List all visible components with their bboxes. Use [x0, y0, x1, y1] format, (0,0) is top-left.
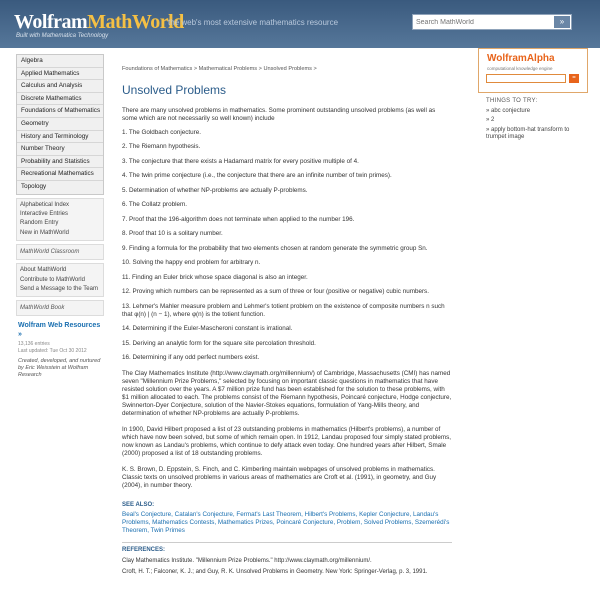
page-title: Unsolved Problems	[122, 82, 227, 97]
right-sidebar	[478, 48, 588, 142]
wolframalpha-box	[478, 48, 588, 93]
webpages-paragraph: K. S. Brown, D. Eppstein, S. Finch, and C. Kimberling maintain webpages of unsolved problems in mathematics. Classic texts on unsolved problems in various areas of mathematics are Croft et al. (1991), in geometry, and Guy (2004), in number theory.	[122, 466, 437, 490]
alphabetical-index-link[interactable]: Alphabetical Index	[20, 201, 70, 208]
try-item[interactable]: » abc conjecture	[486, 107, 531, 114]
references-heading: REFERENCES:	[122, 546, 166, 553]
entry-count: 13,136 entries	[18, 341, 50, 348]
list-item: 16. Determining if any odd perfect numbers exist.	[122, 354, 260, 362]
wolframalpha-go-button[interactable]: =	[569, 74, 579, 83]
logo-wolfram: Wolfram	[14, 11, 88, 33]
try-item[interactable]: » apply bottom-hat transform to trumpet image	[486, 126, 570, 140]
see-also-links[interactable]: Beal's Conjecture, Catalan's Conjecture, Fermat's Last Theorem, Hilbert's Problems, Kepler Conjecture, Landau's Problems, Mathematics Contests, Mathematics Prizes, Poincaré Conjecture, Problem, Solved Problems, Szemerédi's Theorem, Twin Primes	[122, 510, 450, 534]
nav-item-algebra[interactable]: Algebra	[17, 55, 103, 68]
book-block	[16, 300, 104, 316]
resources-block	[16, 321, 104, 379]
wolframalpha-subtitle: computational knowledge engine	[487, 66, 553, 71]
nav-item-number-theory[interactable]: Number Theory	[17, 143, 103, 156]
nav-item-probability-and-statistics[interactable]: Probability and Statistics	[17, 156, 103, 169]
divider	[122, 542, 452, 543]
list-item: 4. The twin prime conjecture (i.e., the conjecture that there are an infinite number of twin primes).	[122, 172, 392, 180]
nav-item-applied-mathematics[interactable]: Applied Mathematics	[17, 68, 103, 81]
list-item: 7. Proof that the 196-algorithm does not terminate when applied to the number 196.	[122, 215, 355, 223]
list-item: 9. Finding a formula for the probability that two elements chosen at random generate the symmetric group Sn.	[122, 244, 428, 252]
list-item: 2. The Riemann hypothesis.	[122, 143, 201, 151]
about-links	[16, 263, 104, 297]
hilbert-paragraph: In 1900, David Hilbert proposed a list of 23 outstanding problems in mathematics (Hilbert's problems), a number of which have now been solved, but some of which remain open. In 1912, Landau proposed four simply stated problems, now known as Landau's problems, which continue to defy attack even today. One hundred years after Hilbert, Smale (2000) proposed a list of 18 outstanding problems.	[122, 426, 452, 458]
classroom-link[interactable]: MathWorld Classroom	[20, 249, 80, 256]
list-item: 1. The Goldbach conjecture.	[122, 128, 201, 136]
send-message-link[interactable]: Send a Message to the Team	[20, 285, 98, 292]
logo-subtitle: Built with Mathematica Technology	[16, 33, 109, 39]
site-tagline: the web's most extensive mathematics resource	[168, 18, 339, 27]
nav-item-geometry[interactable]: Geometry	[17, 118, 103, 131]
classroom-block	[16, 244, 104, 260]
things-to-try-heading: THINGS TO TRY:	[486, 98, 538, 104]
intro-paragraph: There are many unsolved problems in mathematics. Some prominent outstanding unsolved problems (as well as some which are not necessarily so well known) include	[122, 106, 436, 122]
nav-item-recreational-mathematics[interactable]: Recreational Mathematics	[17, 168, 103, 181]
contribute-link[interactable]: Contribute to MathWorld	[20, 276, 85, 283]
left-sidebar	[16, 54, 104, 379]
see-also-heading: SEE ALSO:	[122, 502, 155, 509]
reference-item: Croft, H. T.; Falconer, K. J.; and Guy, R. K. Unsolved Problems in Geometry. New York: Springer-Verlag, p. 3, 1991.	[122, 569, 428, 576]
nav-item-calculus-and-analysis[interactable]: Calculus and Analysis	[17, 80, 103, 93]
search-input[interactable]	[413, 15, 553, 29]
credit-text: Created, developed, and nurtured by Eric Weisstein at Wolfram Research	[18, 358, 101, 379]
last-updated: Last updated: Tue Oct 30 2012	[18, 348, 87, 355]
new-in-mathworld-link[interactable]: New in MathWorld	[20, 229, 69, 236]
reference-item: Clay Mathematics Institute. "Millennium Prize Problems." http://www.claymath.org/millennium/.	[122, 558, 372, 565]
wolframalpha-logo[interactable]: WolframAlpha	[487, 53, 555, 64]
list-item: 13. Lehmer's Mahler measure problem and Lehmer's totient problem on the existence of composite numbers n such that φ(n) | (n − 1), where φ(n) is the totient function.	[122, 302, 445, 318]
random-entry-link[interactable]: Random Entry	[20, 220, 59, 227]
search-button[interactable]: »	[554, 16, 570, 28]
breadcrumb[interactable]: Foundations of Mathematics > Mathematical Problems > Unsolved Problems >	[122, 66, 317, 72]
references-section	[122, 547, 452, 577]
nav-item-topology[interactable]: Topology	[21, 182, 47, 190]
wolframalpha-input[interactable]	[486, 74, 566, 83]
clay-paragraph: The Clay Mathematics Institute (http://www.claymath.org/millennium/) of Cambridge, Massachusetts (CMI) has named seven "Millennium Prize Problems," selected by focusing on important classic questions in mathematics that have resisted solution over the years. A $7 million prize fund has been established for the solution to these problems, with $1 million allocated to each. The problems consist of the Riemann hypothesis, Poincaré conjecture, Hodge conjecture, Swinnerton-Dyer Conjecture, solution of the Navier-Stokes equations, formulation of Yang-Mills theory, and determination of whether NP-problems are actually P-problems.	[122, 370, 452, 418]
wolfram-web-resources-link[interactable]: Wolfram Web Resources »	[18, 322, 101, 339]
list-item: 6. The Collatz problem.	[122, 201, 187, 209]
nav-item-history-and-terminology[interactable]: History and Terminology	[17, 131, 103, 144]
things-to-try	[478, 98, 588, 142]
list-item: 8. Proof that 10 is a solitary number.	[122, 230, 223, 238]
problem-list	[122, 129, 452, 363]
site-header	[0, 0, 600, 48]
about-mathworld-link[interactable]: About MathWorld	[20, 267, 67, 274]
main-content	[122, 66, 452, 576]
index-links	[16, 198, 104, 242]
list-item: 11. Finding an Euler brick whose space diagonal is also an integer.	[122, 273, 308, 281]
interactive-entries-link[interactable]: Interactive Entries	[20, 210, 69, 217]
nav-item-foundations-of-mathematics[interactable]: Foundations of Mathematics	[17, 105, 103, 118]
search-box	[412, 14, 572, 30]
topic-nav	[16, 54, 104, 195]
list-item: 15. Deriving an analytic form for the square site percolation threshold.	[122, 339, 316, 347]
try-item[interactable]: » 2	[486, 117, 495, 123]
list-item: 10. Solving the happy end problem for arbitrary n.	[122, 259, 261, 267]
list-item: 5. Determination of whether NP-problems are actually P-problems.	[122, 186, 308, 194]
list-item: 12. Proving which numbers can be represented as a sum of three or four (positive or negative) cubic numbers.	[122, 288, 429, 296]
list-item: 14. Determining if the Euler-Mascheroni constant is irrational.	[122, 325, 293, 333]
nav-item-discrete-mathematics[interactable]: Discrete Mathematics	[17, 93, 103, 106]
logo-mathworld: MathWorld	[87, 11, 184, 33]
mathworld-book-link[interactable]: MathWorld Book	[20, 305, 65, 312]
see-also-section	[122, 502, 452, 535]
list-item: 3. The conjecture that there exists a Hadamard matrix for every positive multiple of 4.	[122, 157, 359, 165]
mathworld-logo[interactable]	[14, 10, 184, 35]
